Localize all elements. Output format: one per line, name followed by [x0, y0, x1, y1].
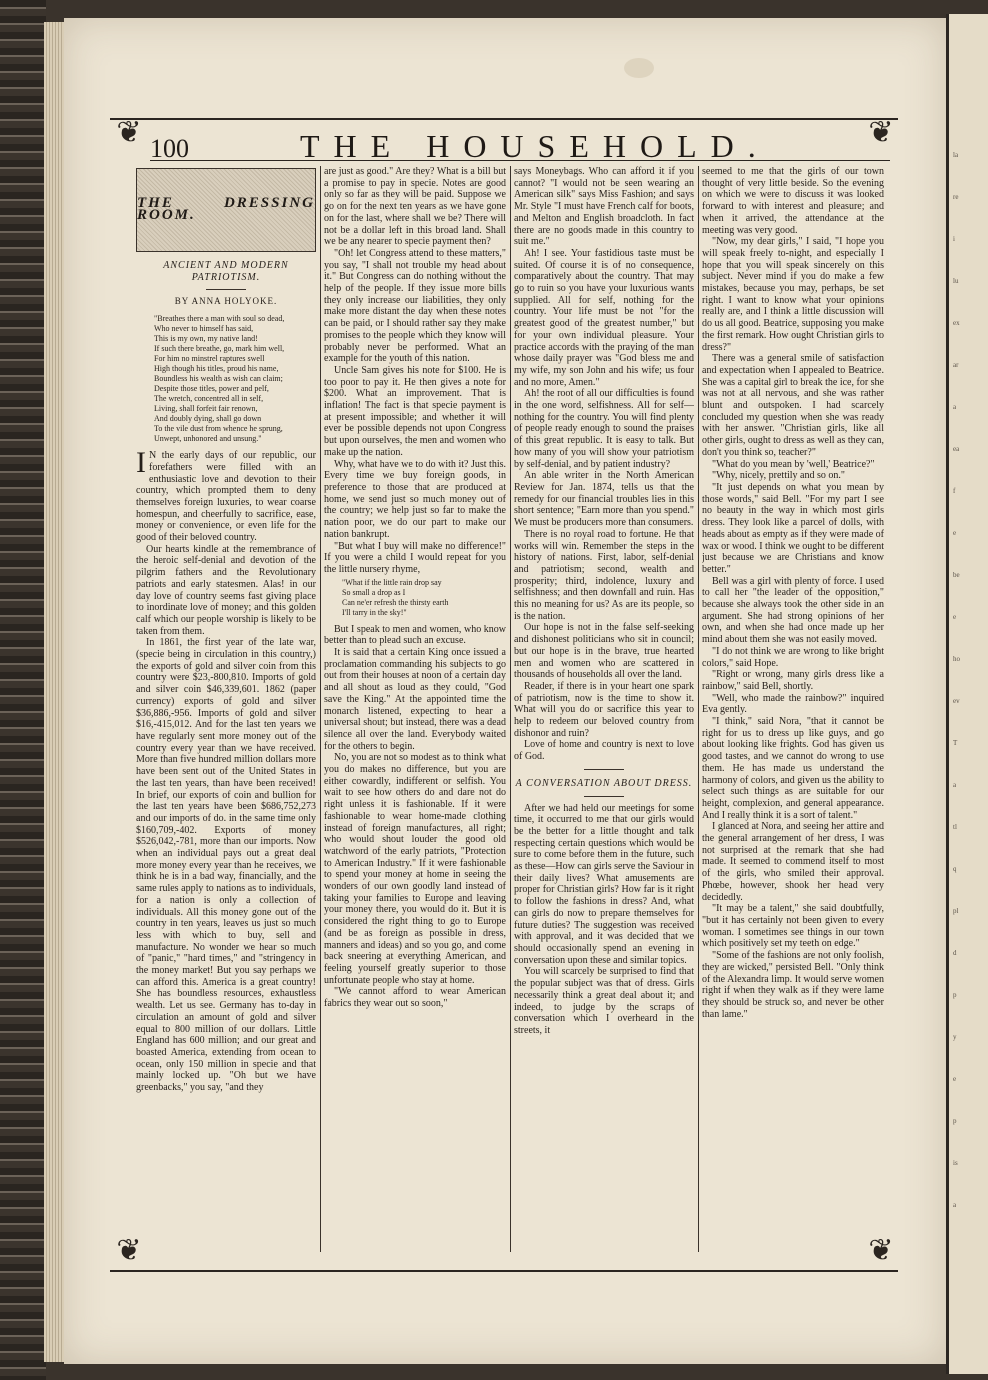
paragraph: It is said that a certain King once issued a proclamation commanding his subjects to go out from their houses at noon of a certain day and all shout as loud as they could, "God save the King." At the appointed time the monarch listened, expecting to hear a universal shout; but instead, there was a dead silence all over the land. Everybody waited for the others to begin. [324, 647, 506, 752]
paragraph: An able writer in the North American Review for Jan. 1874, tells us that the remedy for our financial troubles lies in this short sentence; "Earn more than you spend." We must be producers more than consumers. [514, 470, 694, 529]
verse-line: The wretch, concentred all in self, [154, 394, 264, 404]
corner-ornament-icon: ❦ [868, 1233, 894, 1268]
article-title: A CONVERSATION ABOUT DRESS. [515, 777, 693, 789]
facing-page-text: re [953, 193, 959, 201]
paragraph: "Well, who made the rainbow?" inquired Eva gently. [702, 692, 884, 716]
column-4 [702, 166, 884, 1256]
column-rule [320, 166, 321, 1252]
paragraph: Why, what have we to do with it? Just this. Every time we buy foreign goods, in preference to those that are produced at home, we send just so much money out of the country; we help just so far to make the nation poor, we do our part to make our nation bankrupt. [324, 458, 506, 540]
verse-line: So small a drop as I [342, 587, 406, 597]
article-body [136, 446, 316, 1094]
book-cover-edge [0, 0, 46, 1380]
paragraph: There is no royal road to fortune. He that works will win. Remember the steps in the history of nations. First, labor, self-denial and patriotism; second, wealth and prosperity; third, indolence, luxury and selfishness; and then downfall and ruin. Has this no meaning for us? As are its people, so is the nation. [514, 528, 694, 622]
facing-page-edge [946, 14, 988, 1374]
paragraph: N the early days of our republic, our forefathers were filled with an enthusiastic love and devotion to their country, which prompted them to deny themselves foreign luxuries, to wear coarse homespun, and cheerfully to sacrifice, ease, money or convenience, or even life for the good of their beloved country. [136, 450, 316, 544]
paragraph: "I do not think we are wrong to like bright colors," said Hope. [702, 645, 884, 669]
verse-line: "Breathes there a man with soul so dead, [154, 314, 285, 324]
verse-line: I'll tarry in the sky!" [342, 607, 407, 617]
article-body [324, 624, 506, 1010]
verse-line: And doubly dying, shall go down [154, 414, 262, 424]
column-2 [324, 166, 506, 1256]
column-1 [136, 166, 316, 1256]
dressing-room-vignette: THE DRESSING ROOM. [136, 168, 316, 252]
paragraph: "It just depends on what you mean by those words," said Bell. "For my part I see no beauty in the way in which most girls dress. They look like a parcel of dolls, with heads about as empty as if they were made of wax or wood. I think we ought to be different just because we are Christians and know better." [702, 481, 884, 575]
paragraph: "Oh! let Congress attend to these matters," you say, "I shall not trouble my head about it." But Congress can do nothing without the help of the people. If they issue more bills they only increase our liabilities, they only make more distant the day when these notes can be paid, or I should rather say they make promises to the people which they know will probably never be performed. What an example for the youth of this nation. [324, 247, 506, 365]
verse-line: Boundless his wealth as wish can claim; [154, 374, 283, 384]
facing-page-text: T [953, 739, 958, 747]
corner-ornament-icon: ❦ [116, 115, 142, 150]
divider [584, 769, 624, 770]
article-body [514, 166, 694, 763]
facing-page-text: tl [953, 823, 957, 831]
paragraph: "Some of the fashions are not only foolish, they are wicked," persisted Bell. "Only think of the Alexandra limp. It would serve women right if when they walk as if they were lame they should be struck so, and never be other than lame." [702, 950, 884, 1020]
article-author: BY ANNA HOLYOKE. [174, 296, 278, 307]
paragraph: "What do you mean by 'well,' Beatrice?" [712, 458, 875, 470]
verse-line: Despite those titles, power and pelf, [154, 384, 269, 394]
verse-line: Can ne'er refresh the thirsty earth [342, 597, 449, 607]
paragraph: But I speak to men and women, who know better than to plead such an excuse. [324, 623, 506, 647]
paragraph: After we had held our meetings for some time, it occurred to me that our girls would be the better for a little thought and talk respecting certain questions which would be sure to come before them in the future, such as these—How can girls serve the Saviour in their daily lives? What amusements are proper for Christian girls? How far is it right to follow the fashions in dress? And, what can girls do now to prepare themselves for future duties? The suggestion was received with approval, and it was decided that we should occasionally spend an evening in conversation upon these and similar topics. [514, 802, 694, 966]
paragraph: "I think," said Nora, "that it cannot be right for us to dress up like guys, and go about looking like frights. God has given us good tastes, and we cannot do wrong to use them. He has made us understand the harmony of colors, and given us the ability to select such things as are suitable for our height, complexion, and general appearance. And I really think it is a sort of talent." [702, 716, 884, 821]
paragraph: "But what I buy will make no difference!" If you were a child I would repeat for you the little nursery rhyme, [324, 540, 506, 575]
facing-page-text: q [953, 865, 957, 873]
article-title: ANCIENT AND MODERN PATRIOTISM. [163, 260, 289, 283]
facing-page-text: f [953, 487, 956, 495]
facing-page-text: ar [953, 361, 959, 369]
facing-page-text: pl [953, 907, 959, 915]
article-body [324, 166, 506, 576]
facing-page-text: a [953, 781, 957, 789]
facing-page-text: p [953, 991, 957, 999]
paragraph: Our hope is not in the false self-seeking and dishonest politicians who sit in council; but our hope is in the brave, true hearted men and women who are scattered in thousands of households all over the land. [514, 622, 694, 681]
facing-page-text: is [953, 1159, 958, 1167]
drop-cap: I [136, 446, 146, 480]
article-body [702, 166, 884, 1020]
facing-page-text: la [953, 151, 959, 159]
facing-page-text: ho [953, 655, 960, 663]
facing-page-text: p [953, 1117, 957, 1125]
paragraph: seemed to me that the girls of our town thought of very little beside. So the evening on which we were to discuss it was looked forward to with interest and pleasure; and when it arrived, the attendance at the meeting was very good. [702, 166, 884, 236]
facing-page-text: e [953, 529, 957, 537]
paragraph: There was a general smile of satisfaction and expectation when I appealed to Beatrice. She was a capital girl to break the ice, for she was not at all nervous, and she was rather blunt and outspoken. I had scarcely concluded my question when she was ready with her answer. "Christian girls, like all other girls, ought to dress as well as they can, don't you think so, teacher?" [702, 353, 884, 458]
verse-line: Who never to himself has said, [154, 324, 254, 334]
paragraph: are just as good." Are they? What is a bill but a promise to pay in specie. Notes are good only so far as they will be paid. Suppose we go on for the next ten years as we have gone on for the last, where shall we be? There will not be a dollar left in this broad land. Shall we be any nearer to specie payment then? [324, 166, 506, 248]
corner-ornament-icon: ❦ [116, 1233, 142, 1268]
verse-line: Living, shall forfeit fair renown, [154, 404, 258, 414]
corner-ornament-icon: ❦ [868, 115, 894, 150]
masthead-title: THE HOUSEHOLD. [300, 128, 770, 164]
verse-line: Unwept, unhonored and unsung." [154, 434, 262, 444]
facing-page-text: a [953, 403, 957, 411]
page-header [150, 128, 890, 164]
facing-page-text: ex [953, 319, 960, 327]
paragraph: "We cannot afford to wear American fabrics they wear out so soon," [324, 986, 506, 1010]
paragraph: Bell was a girl with plenty of force. I used to call her "the leader of the opposition," because she always took the other side in an argument. She had strong opinions of her own, and when she had once made up her mind about them she was not easily moved. [702, 575, 884, 646]
paragraph: Love of home and country is next to love of God. [514, 739, 694, 763]
column-rule [510, 166, 511, 1252]
facing-page-text: ev [953, 697, 960, 705]
paragraph: You will scarcely be surprised to find that the popular subject was that of dress. Girls necessarily think a great deal about it; and indeed, to judge by the scraps of conversation which I overheard in the streets, it [514, 966, 694, 1036]
paragraph: Uncle Sam gives his note for $100. He is too poor to pay it. He then gives a note for $200. What an improvement. That is inflation! The fact is that specie payment is at present impossible; and whether it will ever be possible depends not upon Congress but upon ourselves, the men and women who make up the nation. [324, 364, 506, 458]
paragraph: "It may be a talent," she said doubtfully, "but it has certainly not been given to every woman. I sometimes see things in our town which positively set my teeth on edge." [702, 903, 884, 950]
paragraph: Ah! the root of all our difficulties is found in the one word, selfishness. All for self—nothing for the country. You will find plenty of people ready enough to sound the praises of this great republic. It is easy to talk. But how many of you will show your patriotism by self-denial, and by patient industry? [514, 388, 694, 470]
verse-line: This is my own, my native land! [154, 334, 258, 344]
article-body [514, 803, 694, 1037]
paragraph: "Why, nicely, prettily and so on." [712, 470, 845, 482]
paragraph: I glanced at Nora, and seeing her attire and the general arrangement of her dress, I was not surprised at the remark that she had made. It seemed to commend itself to most of the girls, who smiled their approval. Phœbe, however, shook her head very decidedly. [702, 821, 884, 903]
divider [584, 796, 624, 797]
verse-line: To the vile dust from whence he sprung, [154, 424, 283, 434]
facing-page-text: a [953, 1201, 957, 1209]
verse-line: "What if the little rain drop say [342, 577, 442, 587]
paragraph: Our hearts kindle at the remembrance of the heroic self-denial and devotion of the pilgrim fathers and the Revolutionary patriots and early statesmen. Alas! in our day love of country seems fast giving place to inordinate love of money; and this golden calf which our people worship is likely to be taken from them. [136, 543, 316, 637]
verse-line: If such there breathe, go, mark him well, [154, 344, 285, 354]
facing-page-text: lu [953, 277, 959, 285]
facing-page-text: i [953, 235, 955, 243]
verse-line: For him no minstrel raptures swell [154, 354, 265, 364]
column-rule [698, 166, 699, 1252]
paper-stain [624, 58, 654, 78]
paragraph: "Right or wrong, many girls dress like a rainbow," said Bell, shortly. [702, 669, 884, 692]
paragraph: Ah! I see. Your fastidious taste must be suited. Of course it is of no consequence, comparatively about the country. That may go to ruin so you have your luxurious wants supplied. All for self, nothing for the country. Your life must be not "for the greatest good of the greatest number," but for your own individual pleasure. Your practice accords with the praying of the man whose daily prayer was "God bless me and my wife, my son John and his wife; us four and no more, Amen." [514, 247, 694, 388]
paragraph: No, you are not so modest as to think what you do makes no difference, but you are either cowardly, indifferent or selfish. You wait to see how others do and dare not do right unless it is fashionable. If it were fashionable to wear home-made clothing instead of foreign manufactures, all right; who would shout louder the good old watchword of the early patriots, "Protection to American Industry." If it were fashionable to spend your money at home in seeing the wonders of our own goodly land instead of taking your families to Europe and leaving your money there, you would do it. But it is considered the right thing to go to Europe (and be as foreign as possible in dress, manners and ideas) and so you go, and come back sneering at everything American, and feeling yourself greatly superior to those unfortunate people who stay at home. [324, 752, 506, 986]
facing-page-text: d [953, 949, 957, 957]
columns [120, 166, 892, 1256]
column-3 [514, 166, 694, 1256]
facing-page-text: y [953, 1033, 957, 1041]
facing-page-text: be [953, 571, 960, 579]
facing-page-text: ea [953, 445, 960, 453]
facing-page-text: e [953, 1075, 957, 1083]
page-number: 100 [150, 134, 189, 163]
paragraph: "Now, my dear girls," I said, "I hope you will speak freely to-night, and especially I hope that you will speak sincerely on this subject. Never mind if you do make a few mistakes, because you may, perhaps, be set right. I want to know what your opinions really are, and I think a little discussion will do us all good. Beatrice, supposing you make the first remark. How ought Christian girls to dress?" [702, 236, 884, 353]
paragraph: In 1861, the first year of the late war, (specie being in circulation in this country,) the exports of gold and silver coin from this country were $23,-800,810. Imports of gold and silver coin $46,339,601. 1862 (paper currency) exports of gold and silver $36,886,-956. Imports of gold and silver $16,-415,012. And for the last ten years we have regularly sent more money out of the country every year than we have received. More than five hundred million dollars more have been sent out of the United States in the last ten years, than have been received! In brief, our exports of coin and bullion for the last ten years have been $686,752,273 and our imports of do. in the same time only $160,709,-402. Exports of money $526,042,-781, more than our imports. Now when an individual pays out a great deal more money every year than he receives, we think he is in a bad way, financially, and the same rules apply to nations as to individuals, for a nation is only a collection of individuals. All this money gone out of the country in ten years, leaves us just so much less with which to buy, sell and manufacture. No wonder we hear so much of "panic," "hard times," and "stringency in the money market! But you say perhaps we can afford this. America is a great country! She has boundless resources, exhaustless wealth. Let us see. Germany has to-day in circulation an amount of gold and silver equal to 800 million of our dollars. Little England has 600 million; and our great and boasted America, extending from ocean to ocean, only 150 million in specie and that mainly locked up. "Oh but we have greenbacks," you say, "and they [136, 637, 316, 1094]
divider [206, 289, 246, 290]
facing-page-text: e [953, 613, 957, 621]
paragraph: Reader, if there is in your heart one spark of patriotism, now is the time to show it. What will you do or sacrifice this year to help to redeem our beloved country from dishonor and ruin? [514, 680, 694, 739]
epigraph-verse [136, 314, 316, 444]
paragraph: says Moneybags. Who can afford it if you cannot? "I would not be seen wearing an American silk" says Miss Fashion; and says Mr. Style "I must have French calf for boots, and Melton and English broadcloth. In fact there are no goods made in this country to suit me." [514, 166, 694, 248]
verse-line: High though his titles, proud his name, [154, 364, 279, 374]
nursery-rhyme [324, 578, 506, 618]
